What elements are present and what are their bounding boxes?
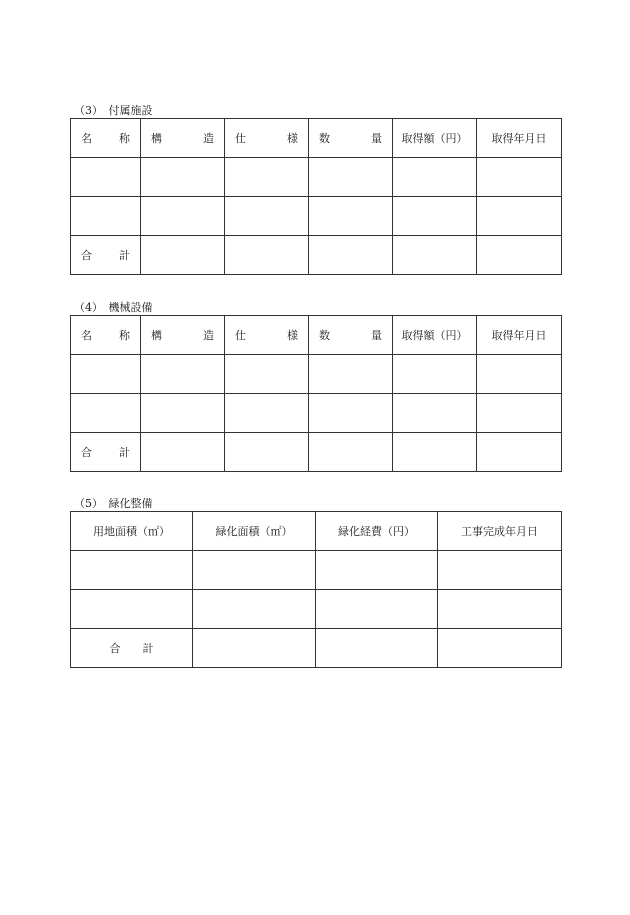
table-cell[interactable] [393, 236, 477, 275]
table-cell[interactable] [193, 590, 316, 629]
header-spec: 仕 様 [225, 316, 309, 355]
table-row [71, 551, 562, 590]
table-row [71, 355, 562, 394]
table-cell[interactable] [393, 197, 477, 236]
header-site-area: 用地面積（㎡） [71, 512, 193, 551]
table-cell[interactable] [141, 197, 225, 236]
table-cell[interactable] [225, 433, 309, 472]
facility-table [70, 118, 562, 275]
table-cell[interactable] [393, 355, 477, 394]
table-cell[interactable] [438, 590, 562, 629]
table-row [71, 394, 562, 433]
table-cell[interactable] [71, 197, 141, 236]
table-cell[interactable] [225, 355, 309, 394]
header-row [71, 119, 562, 158]
table-row [71, 590, 562, 629]
header-structure: 構 造 [141, 316, 225, 355]
table-cell[interactable] [316, 590, 438, 629]
table-cell[interactable] [225, 236, 309, 275]
table-cell[interactable] [309, 158, 393, 197]
greening-table [70, 511, 562, 668]
total-label: 合 計 [71, 629, 193, 668]
total-label: 合 計 [71, 236, 141, 275]
total-row [71, 433, 562, 472]
table-cell[interactable] [193, 629, 316, 668]
table-cell[interactable] [225, 197, 309, 236]
table-cell[interactable] [477, 158, 562, 197]
table-cell[interactable] [316, 629, 438, 668]
machinery-table [70, 315, 562, 472]
table-cell[interactable] [477, 236, 562, 275]
table-cell[interactable] [477, 197, 562, 236]
header-row [71, 512, 562, 551]
table-cell[interactable] [141, 394, 225, 433]
header-completion-date: 工事完成年月日 [438, 512, 562, 551]
header-quantity: 数 量 [309, 316, 393, 355]
header-green-area: 緑化面積（㎡） [193, 512, 316, 551]
total-label: 合 計 [71, 433, 141, 472]
header-acquisition-date: 取得年月日 [477, 316, 562, 355]
table-cell[interactable] [71, 551, 193, 590]
header-spec: 仕 様 [225, 119, 309, 158]
table-cell[interactable] [477, 394, 562, 433]
table-row [71, 158, 562, 197]
table-cell[interactable] [393, 158, 477, 197]
table-cell[interactable] [141, 236, 225, 275]
header-quantity: 数 量 [309, 119, 393, 158]
header-acquisition-date: 取得年月日 [477, 119, 562, 158]
header-row [71, 316, 562, 355]
section-3-title: （3） 付属施設 [74, 104, 153, 117]
table-cell[interactable] [309, 236, 393, 275]
table-cell[interactable] [309, 355, 393, 394]
table-cell[interactable] [193, 551, 316, 590]
table-cell[interactable] [225, 158, 309, 197]
table-cell[interactable] [309, 197, 393, 236]
header-acquisition-cost: 取得額（円） [393, 119, 477, 158]
table-cell[interactable] [71, 394, 141, 433]
header-acquisition-cost: 取得額（円） [393, 316, 477, 355]
table-cell[interactable] [316, 551, 438, 590]
total-row [71, 236, 562, 275]
table-cell[interactable] [71, 158, 141, 197]
header-name: 名 称 [71, 316, 141, 355]
table-cell[interactable] [477, 355, 562, 394]
section-4-title: （4） 機械設備 [74, 301, 153, 314]
header-greening-cost: 緑化経費（円） [316, 512, 438, 551]
table-cell[interactable] [141, 158, 225, 197]
header-structure: 構 造 [141, 119, 225, 158]
table-cell[interactable] [309, 433, 393, 472]
table-cell[interactable] [71, 355, 141, 394]
table-cell[interactable] [225, 394, 309, 433]
table-cell[interactable] [141, 433, 225, 472]
table-cell[interactable] [438, 551, 562, 590]
table-cell[interactable] [71, 590, 193, 629]
header-name: 名 称 [71, 119, 141, 158]
total-row [71, 629, 562, 668]
table-cell[interactable] [477, 433, 562, 472]
table-cell[interactable] [393, 433, 477, 472]
table-cell[interactable] [438, 629, 562, 668]
table-cell[interactable] [141, 355, 225, 394]
table-row [71, 197, 562, 236]
section-5-title: （5） 緑化整備 [74, 497, 153, 510]
table-cell[interactable] [309, 394, 393, 433]
table-cell[interactable] [393, 394, 477, 433]
